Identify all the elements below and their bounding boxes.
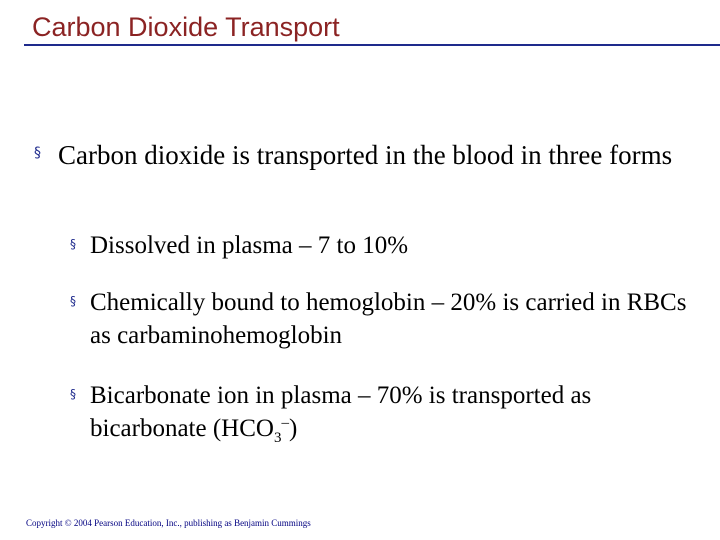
slide-title: Carbon Dioxide Transport xyxy=(32,12,340,42)
subscript-three: 3 xyxy=(273,430,282,446)
main-bullet xyxy=(34,138,698,173)
bullet-marker-icon: § xyxy=(70,237,76,251)
sub-bullet-text: Bicarbonate ion in plasma – 70% is transported as bicarbonate (HCO xyxy=(90,382,592,442)
title-divider xyxy=(24,44,720,46)
bullet-marker-icon: § xyxy=(70,294,76,308)
bullet-marker-icon: § xyxy=(70,387,76,401)
sub-bullet-bicarbonate xyxy=(70,379,690,446)
superscript-minus: – xyxy=(281,415,289,431)
closing-paren: ) xyxy=(288,415,298,442)
sub-bullet-text: Chemically bound to hemoglobin – 20% is carried in RBCs as carbaminohemoglobin xyxy=(90,289,687,349)
bullet-marker-icon: § xyxy=(34,145,41,161)
sub-bullet-dissolved xyxy=(70,229,690,262)
sub-bullet-hemoglobin xyxy=(70,286,690,352)
main-bullet-text: Carbon dioxide is transported in the blood in three forms xyxy=(58,140,673,170)
copyright-footer: Copyright © 2004 Pearson Education, Inc., publishing as Benjamin Cummings xyxy=(26,518,311,528)
sub-bullet-text: Dissolved in plasma – 7 to 10% xyxy=(90,232,409,259)
